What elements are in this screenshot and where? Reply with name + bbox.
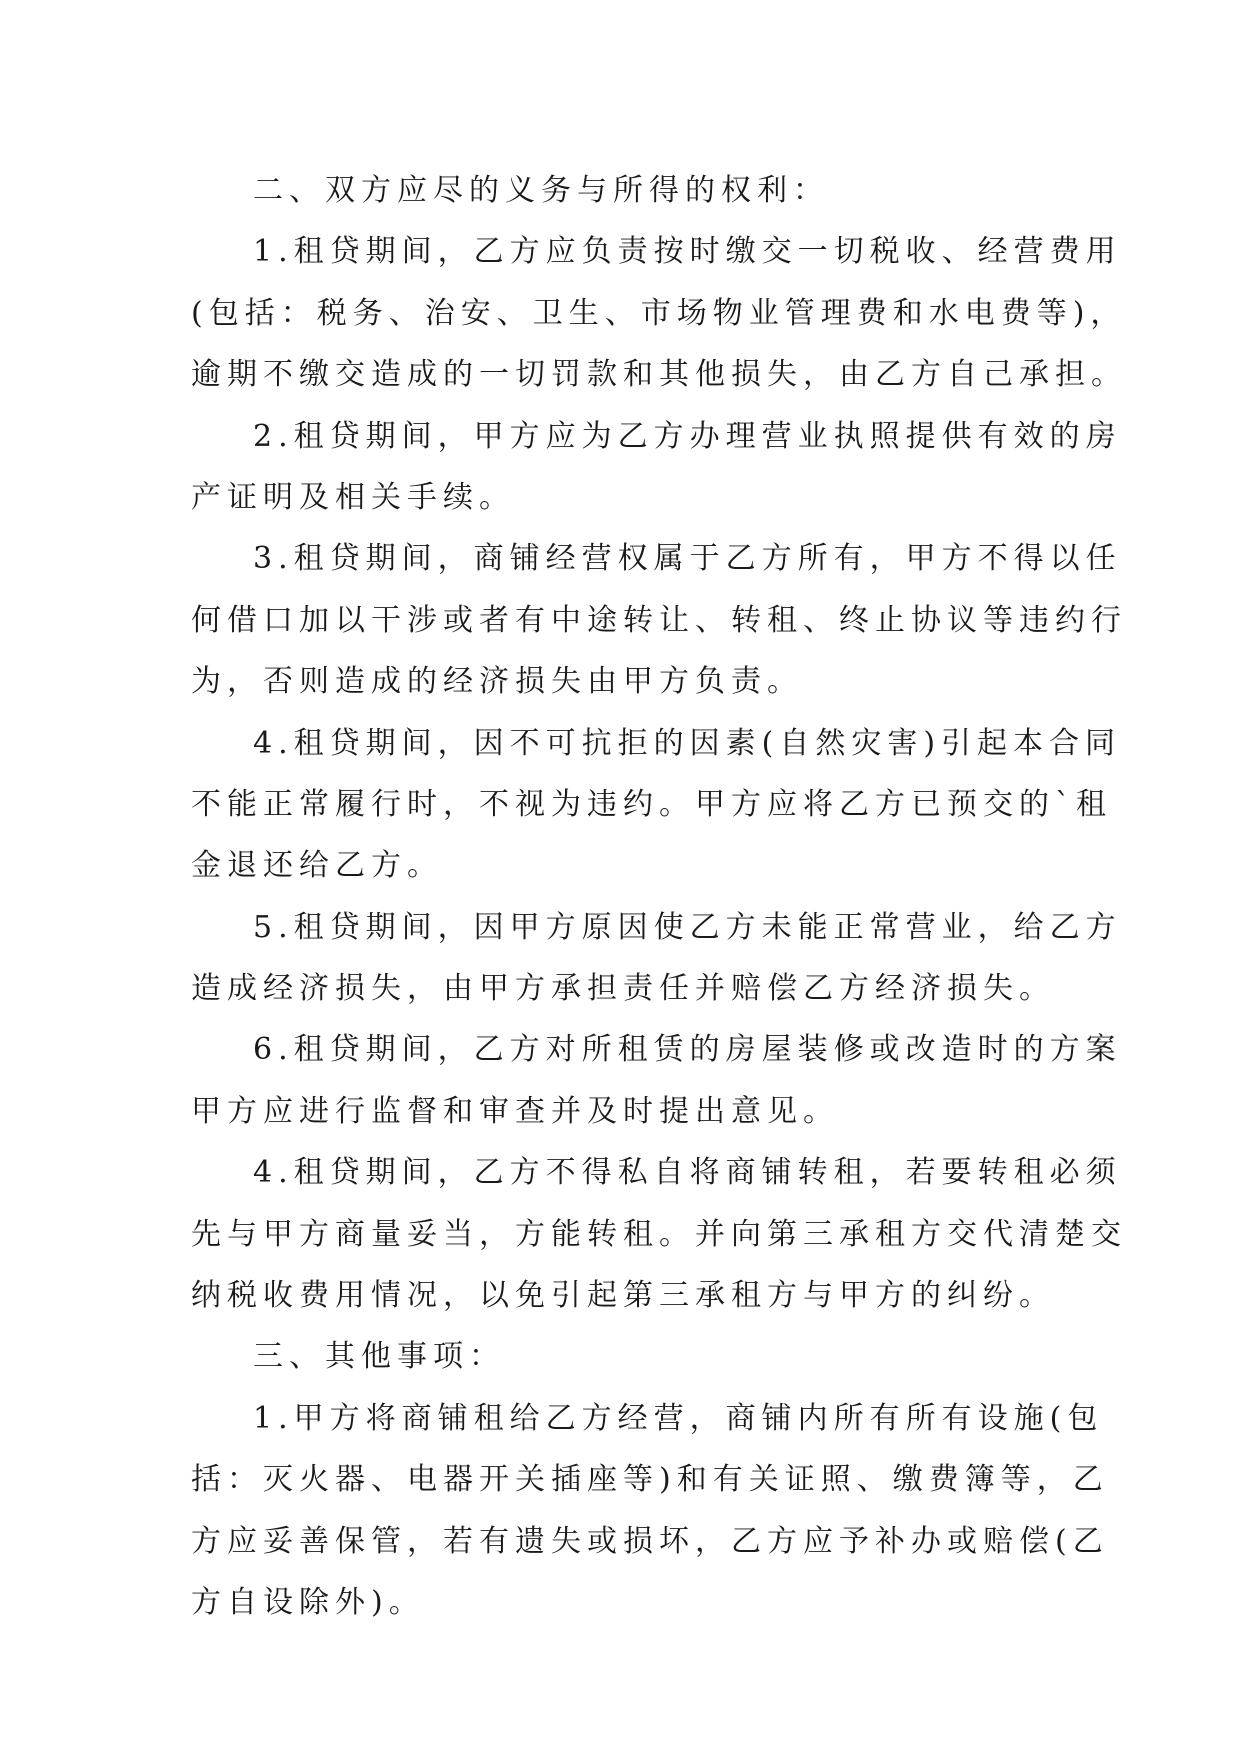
clause-4-line-1: 4.租贷期间，因不可抗拒的因素(自然灾害)引起本合同 — [253, 725, 1122, 761]
clause-4-line-3: 金退还给乙方。 — [191, 848, 443, 884]
section-heading-obligations: 二、双方应尽的义务与所得的权利： — [253, 173, 829, 208]
clause-5-line-1: 5.租贷期间，因甲方原因使乙方未能正常营业，给乙方 — [253, 909, 1122, 945]
clause-7-line-3: 纳税收费用情况，以免引起第三承租方与甲方的纠纷。 — [191, 1278, 1055, 1314]
clause-6-line-1: 6.租贷期间，乙方对所租赁的房屋装修或改造时的方案 — [253, 1032, 1122, 1068]
clause-6-line-2: 甲方应进行监督和审查并及时提出意见。 — [191, 1093, 839, 1129]
other-clause-1-line-1: 1.甲方将商铺租给乙方经营，商铺内所有所有设施(包 — [253, 1400, 1104, 1436]
clause-7-line-2: 先与甲方商量妥当，方能转租。并向第三承租方交代清楚交 — [191, 1216, 1127, 1252]
clause-3-line-1: 3.租贷期间，商铺经营权属于乙方所有，甲方不得以任 — [253, 541, 1122, 577]
document-body — [191, 160, 1127, 1633]
clause-1-line-2: (包括：税务、治安、卫生、市场物业管理费和水电费等)， — [191, 295, 1127, 331]
other-clause-1-line-2: 括：灭火器、电器开关插座等)和有关证照、缴费簿等，乙 — [191, 1462, 1109, 1498]
clause-7-line-1: 4.租贷期间，乙方不得私自将商铺转租，若要转租必须 — [253, 1155, 1122, 1191]
clause-3-line-2: 何借口加以干涉或者有中途转让、转租、终止协议等违约行 — [191, 602, 1127, 638]
clause-3-line-3: 为，否则造成的经济损失由甲方负责。 — [191, 664, 803, 700]
clause-1-line-1: 1.租贷期间，乙方应负责按时缴交一切税收、经营费用 — [253, 234, 1122, 270]
clause-1-line-3: 逾期不缴交造成的一切罚款和其他损失，由乙方自己承担。 — [191, 357, 1127, 393]
clause-5-line-2: 造成经济损失，由甲方承担责任并赔偿乙方经济损失。 — [191, 971, 1055, 1007]
other-clause-1-line-4: 方自设除外)。 — [191, 1584, 425, 1620]
section-heading-other-matters: 三、其他事项： — [253, 1339, 505, 1375]
other-clause-1-line-3: 方应妥善保管，若有遗失或损坏，乙方应予补办或赔偿(乙 — [191, 1523, 1109, 1559]
clause-2-line-2: 产证明及相关手续。 — [191, 479, 515, 515]
clause-4-line-2: 不能正常履行时，不视为违约。甲方应将乙方已预交的`租 — [191, 786, 1112, 822]
clause-2-line-1: 2.租贷期间，甲方应为乙方办理营业执照提供有效的房 — [253, 418, 1122, 454]
